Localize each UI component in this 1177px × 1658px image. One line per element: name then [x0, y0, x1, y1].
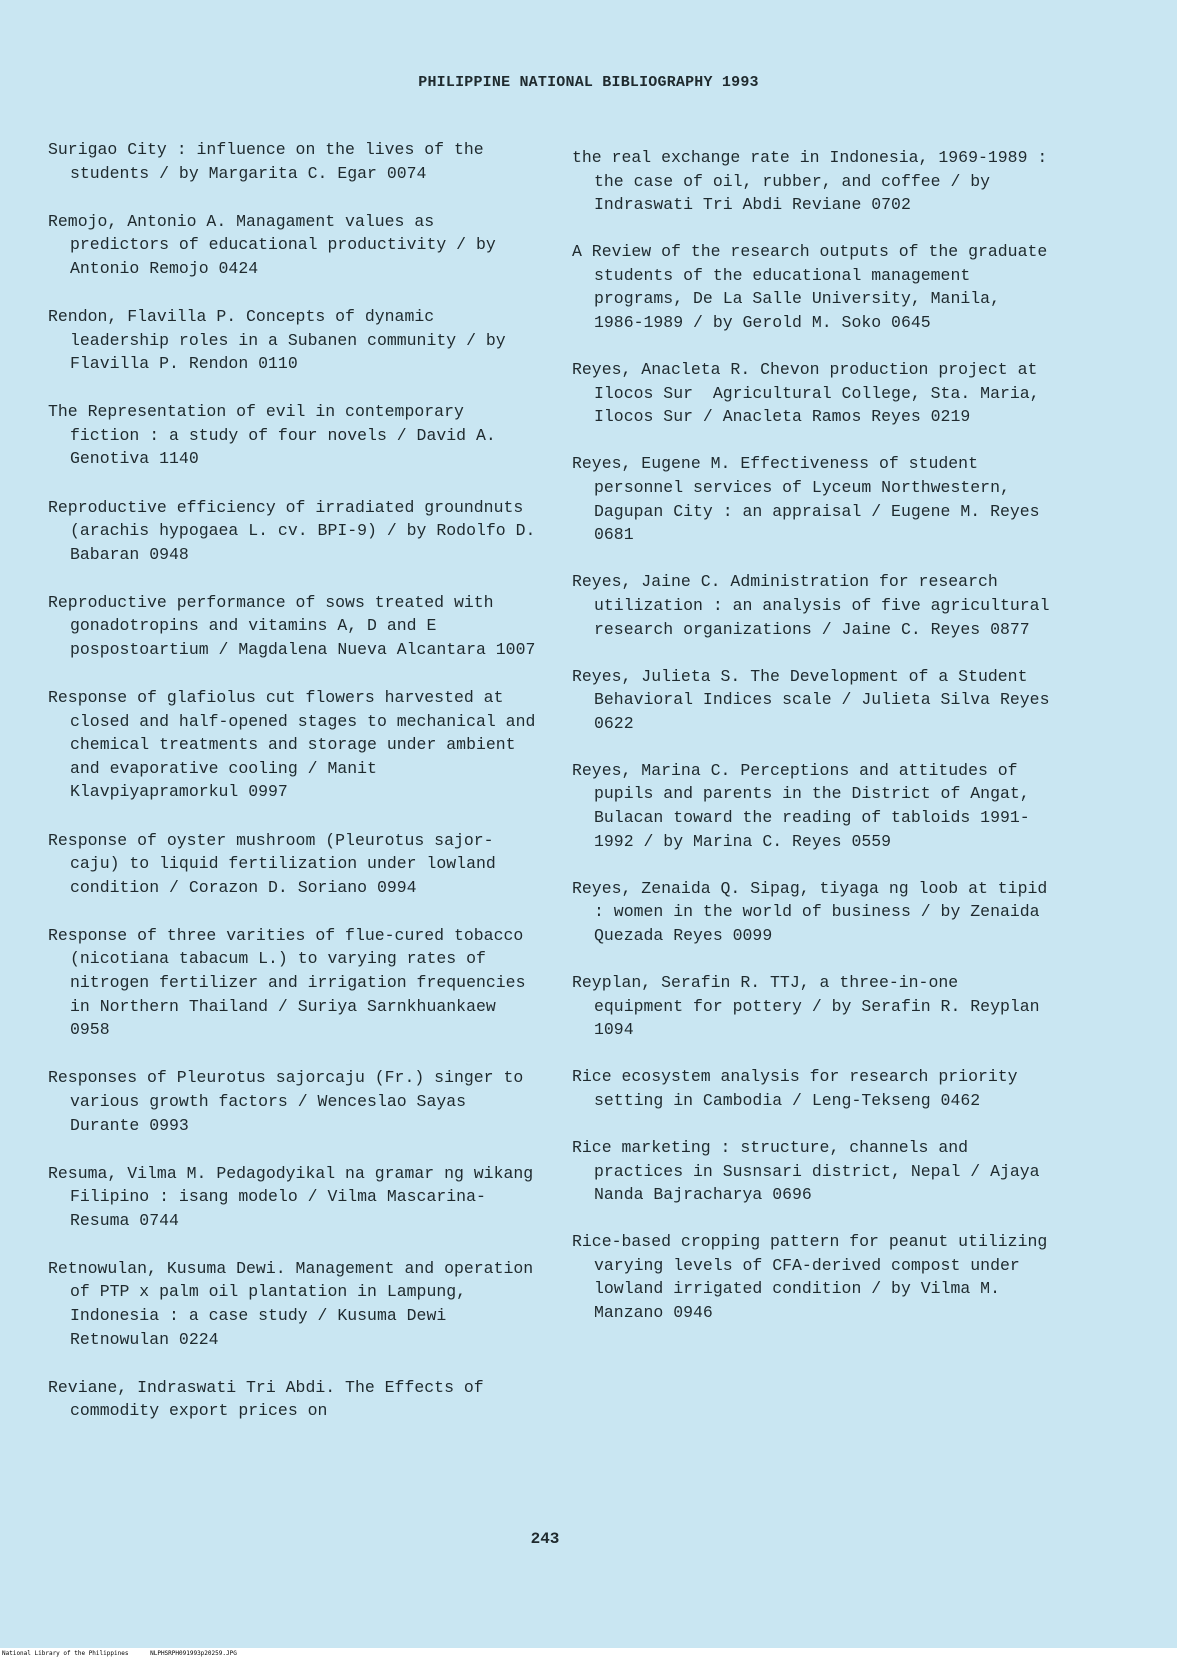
bibliography-entry: Reyes, Eugene M. Effectiveness of student personnel services of Lyceum Northwestern, Dagupan City : an appraisal / Eugene M. Reyes 0681 [572, 454, 1050, 545]
bibliography-entry: Reyes, Anacleta R. Chevon production project at Ilocos Sur Agricultural College, Sta. Maria, Ilocos Sur / Anacleta Ramos Reyes 0219 [572, 360, 1050, 427]
bibliography-entry: Rice marketing : structure, channels and practices in Susnsari district, Nepal / Ajaya Nanda Bajracharya 0696 [572, 1138, 1050, 1205]
bibliography-entry: Reyes, Jaine C. Administration for research utilization : an analysis of five agricultural research organizations / Jaine C. Reyes 0877 [572, 572, 1060, 639]
bibliography-entry: the real exchange rate in Indonesia, 1969-1989 : the case of oil, rubber, and coffee / by Indraswati Tri Abdi Reviane 0702 [572, 148, 1058, 215]
bibliography-entry: Response of three varities of flue-cured tobacco (nicotiana tabacum L.) to varying rates of nitrogen fertilizer and irrigation frequencies in Northern Thailand / Suriya Sarnkhuankaew 0958 [48, 925, 536, 1040]
bibliography-entry: Reproductive efficiency of irradiated groundnuts (arachis hypogaea L. cv. BPI-9) / by Rodolfo D. Babaran 0948 [48, 497, 546, 564]
bibliography-entry: Reyes, Zenaida Q. Sipag, tiyaga ng loob at tipid : women in the world of business / by Zenaida Quezada Reyes 0099 [572, 878, 1058, 945]
bibliography-entry: Remojo, Antonio A. Managament values as predictors of educational productivity / by Antonio Remojo 0424 [48, 211, 506, 278]
bibliography-entry: Resuma, Vilma M. Pedagodyikal na gramar ng wikang Filipino : isang modelo / Vilma Mascarina-Resuma 0744 [48, 1163, 544, 1230]
scan-footer [0, 1648, 1177, 1658]
bibliography-entry: Rendon, Flavilla P. Concepts of dynamic leadership roles in a Subanen community / by Flavilla P. Rendon 0110 [48, 306, 516, 374]
bibliography-entry: Response of oyster mushroom (Pleurotus sajor-caju) to liquid fertilization under lowland condition / Corazon D. Soriano 0994 [48, 830, 506, 897]
bibliography-entry: Retnowulan, Kusuma Dewi. Management and operation of PTP x palm oil plantation in Lampung, Indonesia : a case study / Kusuma Dewi Retnowulan 0224 [48, 1258, 544, 1349]
left-column [48, 138, 546, 1447]
bibliography-entry: Reyes, Marina C. Perceptions and attitudes of pupils and parents in the District of Angat, Bulacan toward the reading of tabloids 1991-1992 / by Marina C. Reyes 0559 [572, 760, 1040, 851]
bibliography-entry: A Review of the research outputs of the graduate students of the educational management programs, De La Salle University, Manila, 1986-1989 / by Gerold M. Soko 0645 [572, 242, 1058, 333]
scan-footer-text: National Library of the Philippines NLPHSRPH091993p20259.JPG [2, 1650, 237, 1657]
bibliography-entry: Response of glafiolus cut flowers harvested at closed and half-opened stages to mechanical and chemical treatments and storage under ambient and evaporative cooling / Manit Klavpiyapramorkul 0997 [48, 688, 546, 802]
right-column [572, 146, 1060, 1348]
bibliography-entry: Reyes, Julieta S. The Development of a Student Behavioral Indices scale / Julieta Silva Reyes 0622 [572, 666, 1060, 733]
bibliography-entry: Reyplan, Serafin R. TTJ, a three-in-one equipment for pottery / by Serafin R. Reyplan 1094 [572, 973, 1050, 1040]
bibliography-entry: Rice-based cropping pattern for peanut utilizing varying levels of CFA-derived compost under lowland irrigated condition / by Vilma M. Manzano 0946 [572, 1232, 1058, 1323]
bibliography-entry: Surigao City : influence on the lives of the students / by Margarita C. Egar 0074 [48, 140, 494, 183]
page-title: PHILIPPINE NATIONAL BIBLIOGRAPHY 1993 [418, 74, 759, 91]
bibliography-entry: Reviane, Indraswati Tri Abdi. The Effects of commodity export prices on [48, 1377, 494, 1421]
bibliography-entry: Rice ecosystem analysis for research priority setting in Cambodia / Leng-Tekseng 0462 [572, 1067, 1028, 1110]
bibliography-entry: Responses of Pleurotus sajorcaju (Fr.) singer to various growth factors / Wenceslao Sayas Durante 0993 [48, 1068, 534, 1135]
bibliography-entry: Reproductive performance of sows treated with gonadotropins and vitamins A, D and E pospostoartium / Magdalena Nueva Alcantara 1007 [48, 592, 536, 659]
bibliography-entry: The Representation of evil in contemporary fiction : a study of four novels / David A. Genotiva 1140 [48, 402, 506, 469]
page-number: 243 [530, 1530, 560, 1548]
